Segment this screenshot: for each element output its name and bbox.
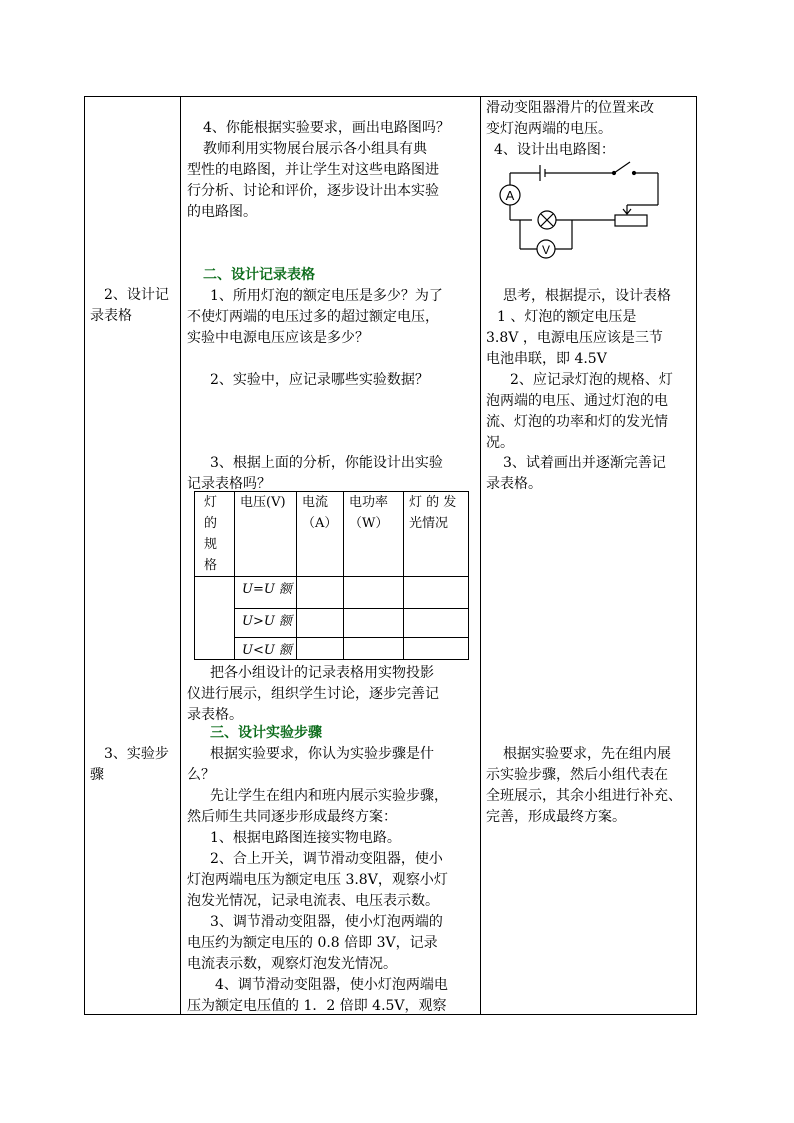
answer-4-line3: 全班展示，其余小组进行补充、 [486,788,682,804]
answer-2-line3: 流、灯泡的功率和灯的发光情 [486,414,668,430]
question-1-line1: 1、所用灯泡的额定电压是多少？为了 [210,288,443,304]
answer-1-line3: 电池串联，即 4.5V [486,351,607,367]
table-row-equal: U=U 额 [242,582,292,597]
para-4-line2: 教师利用实物展台展示各小组具有典 [203,141,427,157]
question-3-line2: 记录表格吗？ [187,476,271,492]
section-label-3-line2: 骤 [90,767,104,783]
table-row-less: U<U 额 [242,643,292,658]
steps-question-line1: 根据实验要求，你认为实验步骤是什 [210,746,434,762]
question-1-line3: 实验中电源电压应该是多少？ [187,330,369,346]
table-head-spec-2: 的 [204,516,218,531]
step-3-line2: 电压约为额定电压的 0.8 倍即 3V，记录 [187,935,438,951]
section-label-2-line2: 录表格 [90,308,132,324]
steps-question-line2: 么？ [187,767,215,783]
para-4-line4: 行分析、讨论和评价，逐步设计出本实验 [187,183,439,199]
para-table-line2: 仪进行展示，组织学生讨论，逐步完善记 [187,686,439,702]
step-3-line3: 电流表示数，观察灯泡发光情况。 [187,956,397,972]
ammeter-label: A [505,188,515,203]
record-table [194,491,469,660]
heading-design-steps: 三、设计实验步骤 [210,725,322,741]
step-4-line2: 压为额定电压值的 1．2 倍即 4.5V，观察 [187,998,447,1014]
answer-4-line4: 完善，形成最终方案。 [486,809,626,825]
column-divider-1 [180,96,181,1015]
section-label-2-line1: 2、设计记 [104,287,169,303]
answer-3-line2: 录表格。 [486,476,542,492]
para-table-line3: 录表格。 [187,707,243,723]
step-2-line3: 泡发光情况，记录电流表、电压表示数。 [187,893,439,909]
step-1: 1、根据电路图连接实物电路。 [210,830,401,846]
table-head-current-1: 电流 [302,495,329,510]
answer-1-line1: 1 、灯泡的额定电压是 [497,309,637,325]
para-table-line1: 把各小组设计的记录表格用实物投影 [210,665,434,681]
voltmeter-label: V [541,243,551,257]
answer-4-line1: 根据实验要求，先在组内展 [503,746,671,762]
heading-design-table: 二、设计记录表格 [203,267,315,283]
steps-intro-line1: 先让学生在组内和班内展示实验步骤， [210,788,448,804]
table-head-spec-4: 格 [204,558,218,573]
steps-intro-line2: 然后师生共同逐步形成最终方案： [187,809,397,825]
table-head-spec-1: 灯 [204,495,218,510]
step-2-line1: 2、合上开关，调节滑动变阻器，使小 [210,851,443,867]
step-3-line1: 3、调节滑动变阻器，使小灯泡两端的 [210,914,443,930]
answer-3-line1: 3、试着画出并逐渐完善记 [503,455,666,471]
section-label-3-line1: 3、实验步 [104,746,169,762]
circuit-diagram [488,157,668,267]
answer-4-line2: 示实验步骤，然后小组代表在 [486,767,668,783]
question-3-line1: 3、根据上面的分析，你能设计出实验 [210,455,443,471]
step-2-line2: 灯泡两端电压为额定电压 3.8V，观察小灯 [187,872,448,888]
table-head-glow-1: 灯 的 发 [409,495,457,510]
right-top-line1: 滑动变阻器滑片的位置来改 [486,100,654,116]
table-head-spec-3: 规 [204,537,218,552]
answer-1-line2: 3.8V ，电源电压应该是三节 [486,330,663,346]
para-4-line5: 的电路图。 [187,204,257,220]
table-row-greater: U>U 额 [242,614,292,629]
question-1-line2: 不使灯两端的电压过多的超过额定电压， [187,309,439,325]
table-head-voltage: 电压(V) [240,495,286,510]
question-2: 2、实验中，应记录哪些实验数据？ [210,372,429,388]
table-head-current-2: （A） [302,516,338,531]
think-line: 思考，根据提示，设计表格 [503,288,671,304]
para-4-line1: 4、你能根据实验要求，画出电路图吗？ [203,120,450,136]
circuit-title: 4、设计出电路图： [494,142,615,158]
table-head-power-1: 电功率 [349,495,389,510]
answer-2-line2: 泡两端的电压、通过灯泡的电 [486,393,668,409]
right-top-line2: 变灯泡两端的电压。 [486,121,612,137]
table-head-power-2: （W） [349,516,389,531]
table-head-glow-2: 光情况 [409,516,449,531]
answer-2-line1: 2、应记录灯泡的规格、灯 [510,372,673,388]
step-4-line1: 4、调节滑动变阻器，使小灯泡两端电 [215,977,448,993]
answer-2-line4: 况。 [486,435,514,451]
para-4-line3: 型性的电路图，并让学生对这些电路图进 [187,162,439,178]
column-divider-2 [480,96,481,1015]
